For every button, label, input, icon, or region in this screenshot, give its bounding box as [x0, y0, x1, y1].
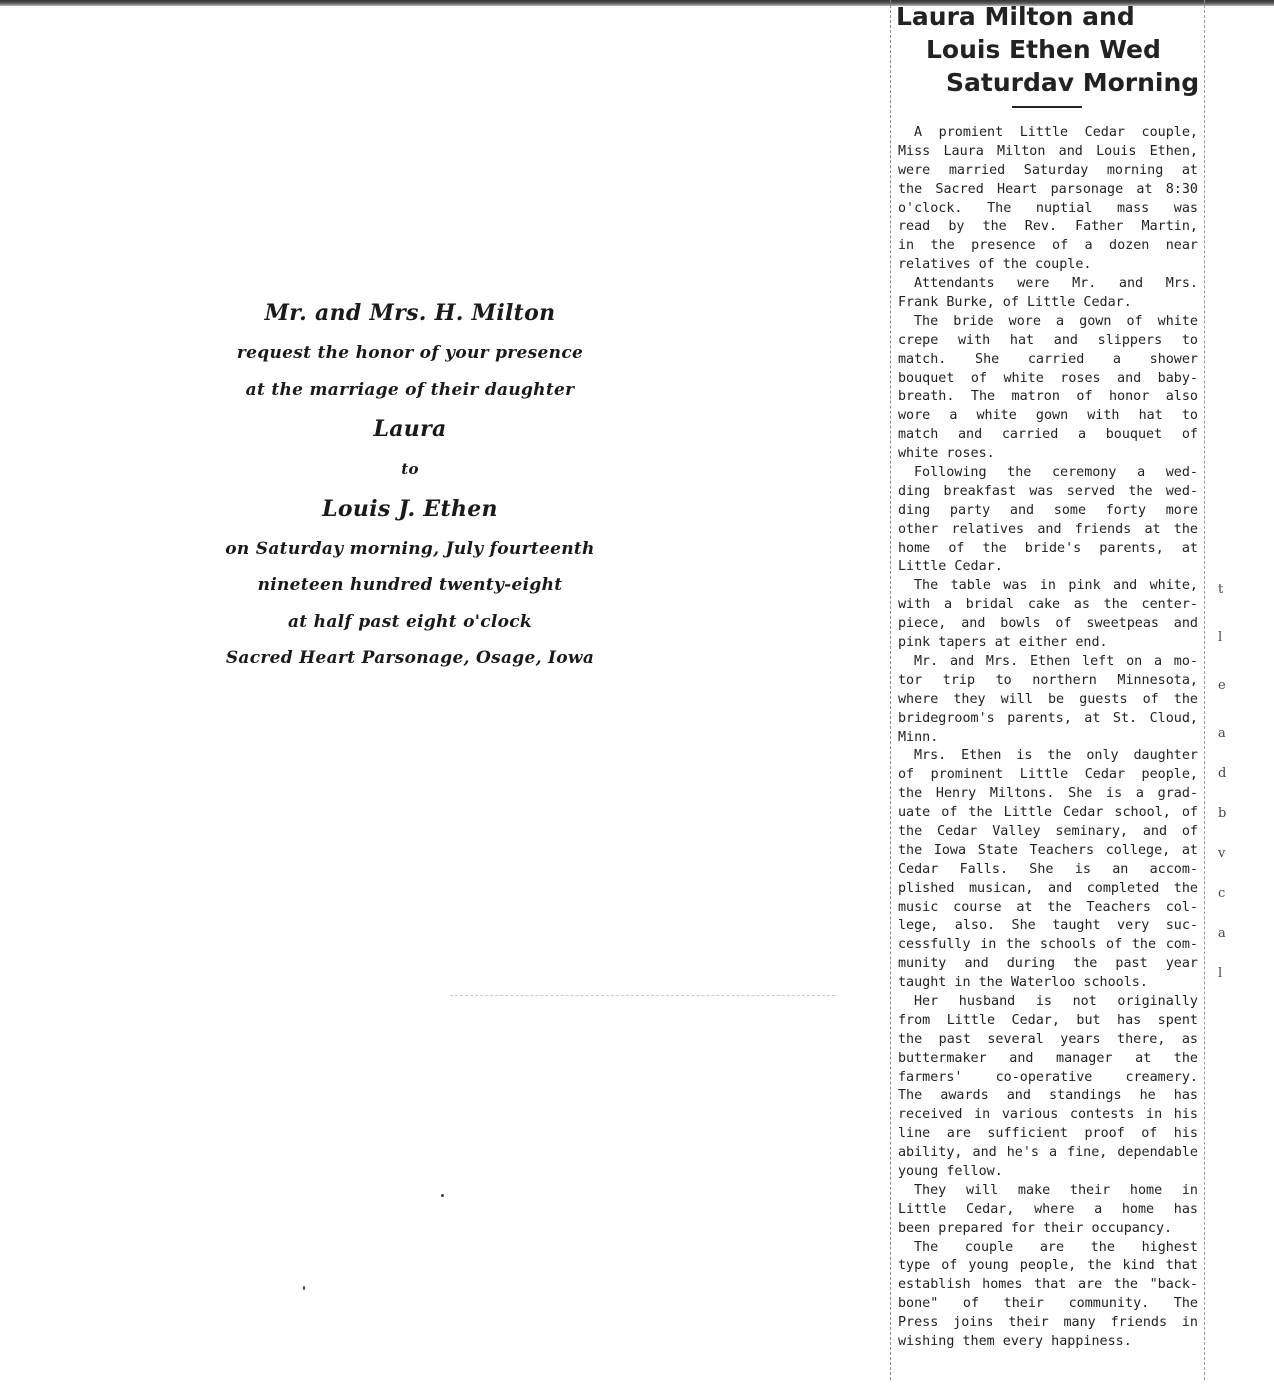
article-line: wore a white gown with hat to — [898, 408, 1198, 424]
article-line: been prepared for their occupancy. — [898, 1220, 1173, 1236]
article-line: in the presence of a dozen near — [898, 238, 1198, 254]
article-line: the Cedar Valley seminary, and of — [898, 823, 1198, 839]
margin-char: e — [1218, 678, 1226, 693]
article-line: farmers' co-operative creamery. — [898, 1069, 1198, 1085]
article-line: relatives of the couple. — [898, 257, 1092, 273]
newspaper-clipping — [886, 0, 1216, 1387]
article-line: white roses. — [898, 446, 995, 462]
article-line: bridegroom's parents, at St. Cloud, — [898, 710, 1198, 726]
invitation-time: at half past eight o'clock — [287, 611, 532, 632]
article-line: the Henry Miltons. She is a grad- — [898, 786, 1198, 802]
article-line: of prominent Little Cedar people, — [898, 767, 1198, 783]
invitation-hosts: Mr. and Mrs. H. Milton — [264, 300, 556, 326]
article-line: the past several years there, as — [898, 1031, 1198, 1047]
article-line: A promient Little Cedar couple, — [914, 125, 1198, 140]
article-line: tor trip to northern Minnesota, — [898, 672, 1198, 688]
headline-line: Laura Milton and — [896, 2, 1135, 31]
margin-char: v — [1218, 846, 1226, 861]
article-line: buttermaker and manager at the — [898, 1050, 1198, 1066]
article-line: piece, and bowls of sweetpeas and — [898, 616, 1198, 632]
margin-char: t — [1218, 582, 1224, 597]
article-line: were married Saturday morning at — [898, 162, 1198, 178]
article-line: received in various contests in his — [898, 1107, 1198, 1123]
scan-speck — [441, 1194, 444, 1197]
article-line: Mr. and Mrs. Ethen left on a mo- — [914, 653, 1198, 669]
article-line: bouquet of white roses and baby- — [898, 370, 1198, 386]
article-line: lege, also. She taught very suc- — [898, 918, 1198, 934]
article-line: establish homes that are the "back- — [898, 1277, 1198, 1293]
article-line: They will make their home in — [914, 1182, 1198, 1198]
article-line: Frank Burke, of Little Cedar. — [898, 295, 1132, 311]
article-line: munity and during the past year — [898, 956, 1198, 972]
article-headline — [896, 0, 1201, 99]
margin-char: l — [1218, 966, 1223, 981]
headline-rule — [1012, 106, 1082, 108]
invitation-groom: Louis J. Ethen — [322, 495, 498, 522]
article-line: music course at the Teachers col- — [898, 899, 1198, 915]
article-line: plished musican, and completed the — [898, 880, 1198, 896]
article-line: The table was in pink and white, — [914, 578, 1198, 594]
article-line: Mrs. Ethen is the only daughter — [914, 748, 1198, 764]
margin-char: c — [1218, 886, 1226, 901]
article-line: other relatives and friends at the — [898, 521, 1198, 537]
article-line: bone" of their community. The — [898, 1296, 1198, 1312]
article-line: Attendants were Mr. and Mrs. — [914, 276, 1198, 292]
article-line: Following the ceremony a wed- — [914, 465, 1198, 481]
article-line: the Sacred Heart parsonage at 8:30 — [898, 181, 1198, 197]
article-line: Press joins their many friends in — [898, 1315, 1198, 1331]
article-line: The couple are the highest — [914, 1239, 1198, 1255]
scan-speck — [303, 1286, 305, 1290]
article-line: match. She carried a shower — [898, 351, 1198, 367]
margin-char: d — [1218, 766, 1227, 781]
article-line: The awards and standings he has — [898, 1088, 1198, 1104]
article-line: pink tapers at either end. — [898, 635, 1108, 651]
headline-line: Louis Ethen Wed — [926, 35, 1161, 64]
article-line: taught in the Waterloo schools. — [898, 975, 1148, 991]
article-line: ding breakfast was served the wed- — [898, 483, 1198, 499]
article-line: from Little Cedar, but has spent — [898, 1012, 1198, 1028]
article-line: home of the bride's parents, at — [898, 540, 1198, 556]
article-line: Cedar Falls. She is an accom- — [898, 861, 1198, 877]
article-line: wishing them every happiness. — [898, 1334, 1132, 1349]
article-line: where they will be guests of the — [898, 691, 1198, 707]
adjacent-column-fragment — [1218, 580, 1238, 1004]
article-line: young fellow. — [898, 1163, 1003, 1179]
margin-char: a — [1218, 926, 1226, 941]
article-line: the Iowa State Teachers college, at — [898, 842, 1198, 858]
article-line: Little Cedar. — [898, 559, 1003, 575]
margin-char: b — [1218, 806, 1227, 821]
article-line: ability, and he's a fine, dependable — [898, 1145, 1198, 1161]
article-line: with a bridal cake as the center- — [898, 597, 1198, 613]
margin-char: l — [1218, 630, 1223, 645]
invitation-occasion: at the marriage of their daughter — [245, 379, 575, 400]
invitation-date: on Saturday morning, July fourteenth — [225, 538, 595, 559]
invitation-place: Sacred Heart Parsonage, Osage, Iowa — [225, 648, 595, 668]
article-line: Minn. — [898, 729, 939, 745]
article-line: Her husband is not originally — [914, 993, 1198, 1009]
invitation-to: to — [401, 460, 419, 478]
article-line: uate of the Little Cedar school, of — [898, 805, 1198, 821]
article-line: cessfully in the schools of the com- — [898, 937, 1198, 953]
clipping-left-edge — [890, 0, 893, 1380]
scan-fold-line — [450, 995, 835, 997]
margin-char: a — [1218, 726, 1226, 741]
clipping-right-edge — [1204, 0, 1207, 1380]
article-line: ding party and some forty more — [898, 502, 1198, 518]
article-line: o'clock. The nuptial mass was — [898, 200, 1198, 216]
invitation-request: request the honor of your presence — [236, 343, 584, 363]
article-body — [898, 124, 1198, 1352]
invitation-bride: Laura — [373, 416, 447, 442]
article-line: The bride wore a gown of white — [914, 313, 1198, 329]
article-line: line are sufficient proof of his — [898, 1126, 1198, 1142]
article-line: Miss Laura Milton and Louis Ethen, — [898, 143, 1198, 159]
article-line: type of young people, the kind that — [898, 1258, 1198, 1274]
article-line: crepe with hat and slippers to — [898, 332, 1198, 348]
article-line: Little Cedar, where a home has — [898, 1201, 1198, 1217]
headline-line: Saturdav Morning — [946, 68, 1200, 97]
wedding-invitation — [200, 292, 620, 677]
article-line: read by the Rev. Father Martin, — [898, 219, 1198, 235]
invitation-year: nineteen hundred twenty-eight — [257, 575, 563, 595]
article-line: breath. The matron of honor also — [898, 389, 1198, 405]
article-line: match and carried a bouquet of — [898, 427, 1198, 443]
